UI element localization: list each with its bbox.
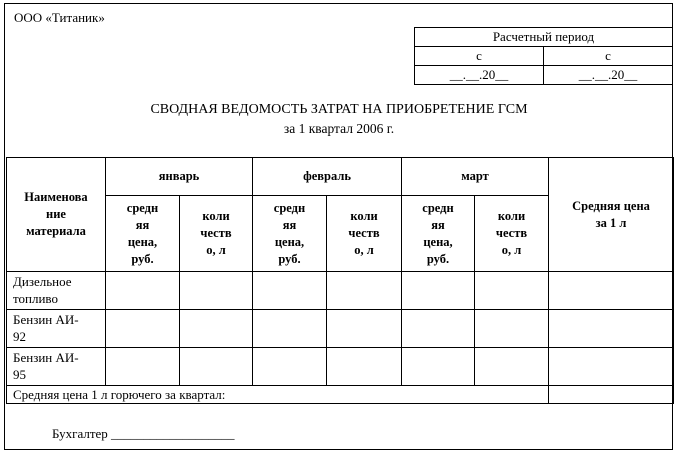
table-cell[interactable] bbox=[180, 272, 253, 310]
table-cell[interactable] bbox=[549, 310, 674, 348]
table-cell[interactable] bbox=[180, 348, 253, 386]
table-cell[interactable] bbox=[327, 310, 402, 348]
table-cell[interactable] bbox=[253, 272, 327, 310]
header-quantity: коли честв о, л bbox=[180, 196, 253, 272]
period-to-label: с bbox=[544, 47, 673, 66]
header-month-january: январь bbox=[106, 158, 253, 196]
accountant-signature: Бухгалтер ___________________ bbox=[52, 426, 235, 441]
table-row bbox=[7, 272, 674, 310]
header-month-march: март bbox=[402, 158, 549, 196]
period-title: Расчетный период bbox=[415, 28, 673, 47]
period-to-date: __.__.20__ bbox=[544, 66, 673, 85]
total-row bbox=[7, 386, 674, 404]
header-month-february: февраль bbox=[253, 158, 402, 196]
header-price: средн яя цена, руб. bbox=[253, 196, 327, 272]
document-title: СВОДНАЯ ВЕДОМОСТЬ ЗАТРАТ НА ПРИОБРЕТЕНИЕ ГСМ bbox=[150, 102, 528, 117]
table-cell[interactable] bbox=[327, 348, 402, 386]
document-subtitle: за 1 квартал 2006 г. bbox=[283, 121, 395, 136]
table-row bbox=[7, 310, 674, 348]
period-from-label: с bbox=[415, 47, 544, 66]
table-cell[interactable] bbox=[402, 272, 475, 310]
period-from-date: __.__.20__ bbox=[415, 66, 544, 85]
table-cell[interactable] bbox=[549, 348, 674, 386]
table-cell[interactable] bbox=[106, 348, 180, 386]
table-cell[interactable] bbox=[253, 348, 327, 386]
header-price: средн яя цена, руб. bbox=[402, 196, 475, 272]
header-quantity: коли честв о, л bbox=[475, 196, 549, 272]
table-cell[interactable] bbox=[549, 272, 674, 310]
table-cell[interactable] bbox=[402, 348, 475, 386]
row-label: Бензин АИ- 95 bbox=[7, 348, 106, 386]
period-box bbox=[414, 27, 673, 85]
header-quantity: коли честв о, л bbox=[327, 196, 402, 272]
header-average-price: Средняя цена за 1 л bbox=[549, 158, 674, 272]
table-cell[interactable] bbox=[106, 310, 180, 348]
table-cell[interactable] bbox=[475, 348, 549, 386]
table-cell[interactable] bbox=[475, 272, 549, 310]
row-label: Бензин АИ- 92 bbox=[7, 310, 106, 348]
table-row bbox=[7, 348, 674, 386]
table-cell[interactable] bbox=[253, 310, 327, 348]
header-price: средн яя цена, руб. bbox=[106, 196, 180, 272]
costs-table bbox=[6, 157, 674, 404]
header-material: Наименова ние материала bbox=[7, 158, 106, 272]
table-cell[interactable] bbox=[106, 272, 180, 310]
table-cell[interactable] bbox=[402, 310, 475, 348]
total-label: Средняя цена 1 л горючего за квартал: bbox=[7, 386, 549, 404]
row-label: Дизельное топливо bbox=[7, 272, 106, 310]
table-cell[interactable] bbox=[180, 310, 253, 348]
table-cell[interactable] bbox=[475, 310, 549, 348]
total-value-cell[interactable] bbox=[549, 386, 674, 404]
company-name: ООО «Титаник» bbox=[14, 10, 105, 25]
table-cell[interactable] bbox=[327, 272, 402, 310]
